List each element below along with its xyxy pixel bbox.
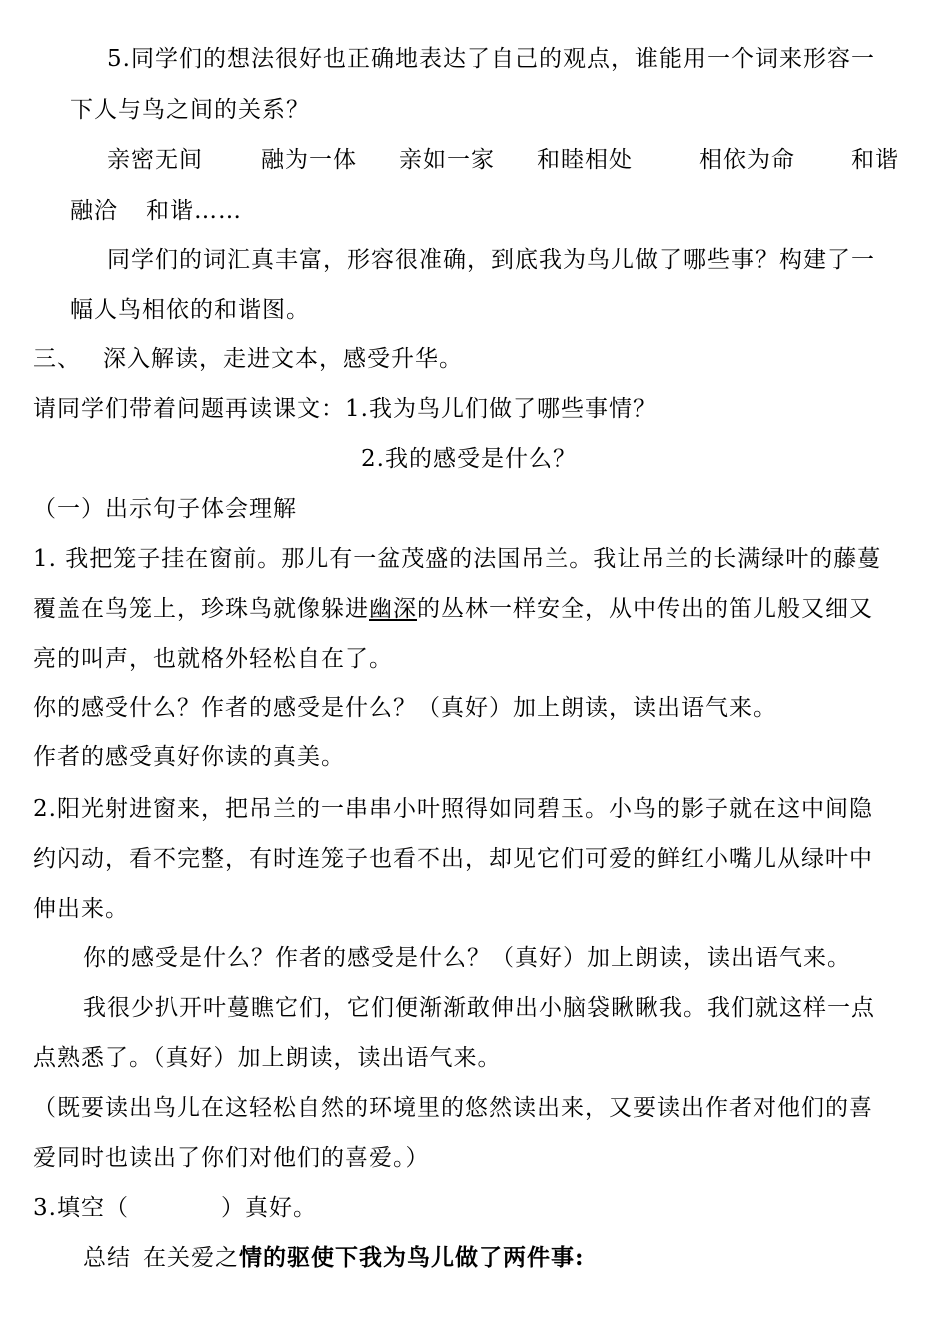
section-3-heading [33,344,463,374]
sentence-2-para-line1: 我很少扒开叶蔓瞧它们，它们便渐渐敢伸出小脑袋瞅瞅我。我们就这样一点 [83,995,875,1021]
reading-note-line2: 爱同时也读出了你们对他们的喜爱。） [33,1145,430,1171]
sentence-1-line3: 亮的叫声，也就格外轻松自在了。 [33,646,393,672]
word-list-line2 [70,196,242,226]
summary-line1: 同学们的词汇真丰富，形容很准确，到底我为鸟儿做了哪些事？构建了一 [107,247,875,273]
sentence-1-feeling: 你的感受什么？作者的感受是什么？（真好）加上朗读，读出语气来。 [33,695,777,721]
fill-blank-start: 3.填空（ [33,1195,129,1221]
sentence-1-line1: 1. 我把笼子挂在窗前。那儿有一盆茂盛的法国吊兰。我让吊兰的长满绿叶的藤蔓 [33,546,882,572]
subsection-1-heading: （一）出示句子体会理解 [33,496,297,522]
sentence-1-text: 覆盖在鸟笼上，珍珠鸟就像躲进 [33,596,369,622]
q5-line2: 下人与鸟之间的关系？ [70,97,310,123]
sentence-1-text: 的丛林一样安全，从中传出的笛儿般又细又 [417,596,873,622]
word-item: 和谐…… [146,198,242,224]
section-title: 深入解读，走进文本，感受升华。 [103,346,463,372]
word-item: 融洽 [70,198,118,224]
sentence-2-line3: 伸出来。 [33,896,129,922]
question-intro [33,394,657,424]
conclusion [83,1243,585,1273]
reading-note-line1: （既要读出鸟儿在这轻松自然的环境里的悠然读出来，又要读出作者对他们的喜 [33,1095,873,1121]
sentence-2-line2: 约闪动，看不完整，有时连笼子也看不出，却见它们可爱的鲜红小嘴儿从绿叶中 [33,846,873,872]
question-1: 1.我为鸟儿们做了哪些事情？ [345,396,657,422]
underlined-word: 幽深 [369,596,417,622]
sentence-1-praise: 作者的感受真好你读的真美。 [33,744,345,770]
summary-line2: 幅人鸟相依的和谐图。 [70,297,310,323]
q5-line1: 5.同学们的想法很好也正确地表达了自己的观点，谁能用一个词来形容一 [107,46,875,72]
word-item: 亲如一家 [399,147,495,173]
conclusion-text: 在关爱之 [143,1245,239,1271]
fill-blank [33,1193,317,1223]
sentence-2-para-line2: 点熟悉了。（真好）加上朗读，读出语气来。 [33,1045,502,1071]
question-intro-text: 请同学们带着问题再读课文： [33,396,345,422]
word-item: 融为一体 [261,147,357,173]
conclusion-label: 总结 [83,1245,131,1271]
word-list-line1 [107,145,899,175]
word-item: 亲密无间 [107,147,203,173]
fill-blank-end: ）真好。 [220,1195,317,1221]
sentence-2-line1: 2.阳光射进窗来，把吊兰的一串串小叶照得如同碧玉。小鸟的影子就在这中间隐 [33,796,873,822]
sentence-2-feeling: 你的感受是什么？作者的感受是什么？（真好）加上朗读，读出语气来。 [83,945,851,971]
word-item: 和谐 [851,147,899,173]
question-2: 2.我的感受是什么？ [361,446,577,472]
section-number: 三、 [33,346,81,372]
word-item: 相依为命 [699,147,795,173]
sentence-1-line2 [33,594,873,624]
word-item: 和睦相处 [537,147,633,173]
conclusion-bold-text: 情的驱使下我为鸟儿做了两件事: [239,1244,585,1271]
